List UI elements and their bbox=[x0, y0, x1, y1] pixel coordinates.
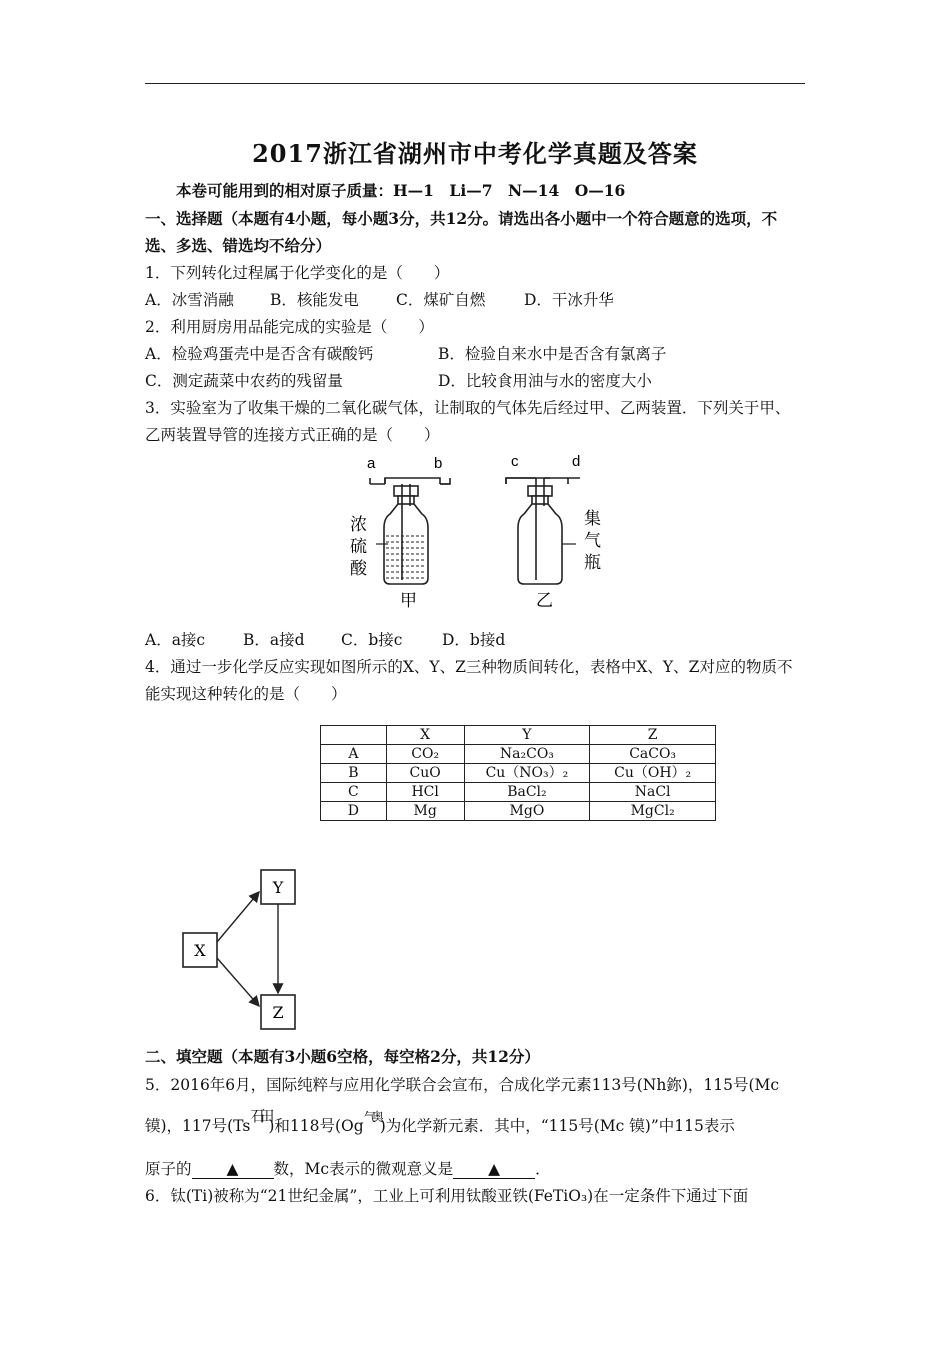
table-cell: Mg bbox=[386, 802, 464, 821]
table-row bbox=[321, 783, 716, 802]
q1-option-c: C．煤矿自燃 bbox=[396, 291, 486, 309]
node-z-label: Z bbox=[272, 1003, 284, 1022]
table-cell: Y bbox=[464, 726, 590, 745]
tube-label-c: c bbox=[511, 453, 519, 470]
table-cell: Cu（NO₃）₂ bbox=[464, 764, 590, 783]
q3-stem-line1: 3．实验室为了收集干燥的二氧化碳气体，让制取的气体先后经过甲、乙两装置．下列关于甲、 bbox=[145, 399, 791, 417]
q5-line3-part3: ． bbox=[535, 1160, 551, 1178]
table-cell: MgCl₂ bbox=[590, 802, 716, 821]
apparatus-jia-name: 甲 bbox=[400, 591, 417, 611]
header-rule bbox=[145, 83, 805, 84]
node-x-label: X bbox=[194, 941, 206, 960]
q2-option-a: A．检验鸡蛋壳中是否含有碳酸钙 bbox=[145, 345, 374, 363]
tube-label-d: d bbox=[572, 453, 581, 470]
section2-heading: 二、填空题（本题有3小题6空格，每空格2分，共12分） bbox=[145, 1047, 540, 1066]
table-row bbox=[321, 802, 716, 821]
q5-line1: 5．2016年6月，国际纯粹与应用化学联合会宣布，合成化学元素113号(Nh鉨)，115号(Mc bbox=[145, 1076, 780, 1094]
q4-stem-line2: 能实现这种转化的是（ ） bbox=[145, 685, 347, 703]
q3-stem-line2: 乙两装置导管的连接方式正确的是（ ） bbox=[145, 426, 440, 444]
section1-heading-line2: 选、多选、错选均不给分） bbox=[145, 236, 332, 255]
liquid-label-1: 浓 bbox=[350, 515, 367, 535]
liquid-label-3: 酸 bbox=[350, 559, 367, 579]
q2-option-c: C．测定蔬菜中农药的残留量 bbox=[145, 372, 343, 390]
table-cell: B bbox=[321, 764, 387, 783]
q3-option-a: A．a接c bbox=[145, 631, 206, 649]
q2-options-row2 bbox=[145, 369, 652, 391]
answer-blank-1[interactable]: ▲ bbox=[192, 1160, 274, 1179]
q2-options-row1 bbox=[145, 342, 666, 364]
q1-option-a: A．冰雪消融 bbox=[145, 291, 234, 309]
q5-line3 bbox=[145, 1157, 551, 1179]
q3-option-b: B．a接d bbox=[243, 631, 305, 649]
bottle-label-2: 气 bbox=[584, 531, 601, 551]
table-cell: NaCl bbox=[590, 783, 716, 802]
bottle-label-3: 瓶 bbox=[584, 553, 601, 573]
q1-options bbox=[145, 288, 614, 310]
q5-line2-part3: )为化学新元素．其中，“115号(Mc 镆)”中115表示 bbox=[379, 1117, 735, 1135]
q1-option-d: D．干冰升华 bbox=[524, 291, 614, 309]
liquid-label-2: 硫 bbox=[350, 537, 367, 557]
q5-line2-part1: 镆)，117号(Ts bbox=[145, 1117, 251, 1135]
q2-option-b: B．检验自来水中是否含有氯离子 bbox=[438, 345, 667, 363]
tube-label-a: a bbox=[367, 455, 376, 472]
q3-options bbox=[145, 628, 505, 650]
section1-heading-line1: 一、选择题（本题有4小题，每小题3分，共12分。请选出各小题中一个符合题意的选项，不 bbox=[145, 209, 778, 228]
table-cell: BaCl₂ bbox=[464, 783, 590, 802]
table-cell: MgO bbox=[464, 802, 590, 821]
element-char-og: 气奥 bbox=[363, 1110, 380, 1124]
q5-line3-part2: 数，Mc表示的微观意义是 bbox=[273, 1160, 454, 1178]
table-cell: X bbox=[386, 726, 464, 745]
table-cell: Z bbox=[590, 726, 716, 745]
q4-substance-table bbox=[320, 725, 716, 821]
table-cell: Na₂CO₃ bbox=[464, 745, 590, 764]
table-cell: HCl bbox=[386, 783, 464, 802]
table-cell: CuO bbox=[386, 764, 464, 783]
bottle-label-1: 集 bbox=[584, 509, 601, 529]
page-title: 2017浙江省湖州市中考化学真题及答案 bbox=[252, 139, 698, 168]
table-row bbox=[321, 745, 716, 764]
apparatus-yi-name: 乙 bbox=[536, 591, 553, 611]
q1-option-b: B．核能发电 bbox=[270, 291, 359, 309]
table-cell: CaCO₃ bbox=[590, 745, 716, 764]
q2-option-d: D．比较食用油与水的密度大小 bbox=[438, 372, 652, 390]
q5-line3-part1: 原子的 bbox=[145, 1160, 192, 1178]
table-cell: Cu（OH）₂ bbox=[590, 764, 716, 783]
table-cell: A bbox=[321, 745, 387, 764]
table-cell: D bbox=[321, 802, 387, 821]
element-char-ts: 石田 bbox=[250, 1107, 269, 1125]
q5-line2 bbox=[145, 1107, 735, 1136]
q3-option-d: D．b接d bbox=[442, 631, 506, 649]
q3-apparatus-figure bbox=[340, 448, 620, 618]
table-cell: CO₂ bbox=[386, 745, 464, 764]
q3-option-c: C．b接c bbox=[341, 631, 403, 649]
q4-conversion-diagram bbox=[175, 862, 310, 1037]
table-header-row bbox=[321, 726, 716, 745]
answer-blank-2[interactable]: ▲ bbox=[453, 1160, 535, 1179]
table-cell bbox=[321, 726, 387, 745]
table-cell: C bbox=[321, 783, 387, 802]
q6-line1: 6．钛(Ti)被称为“21世纪金属”，工业上可利用钛酸亚铁(FeTiO₃)在一定条件下通过下面 bbox=[145, 1187, 749, 1205]
table-row bbox=[321, 764, 716, 783]
q2-stem: 2．利用厨房用品能完成的实验是（ ） bbox=[145, 318, 434, 336]
node-y-label: Y bbox=[272, 878, 284, 897]
q5-line2-part2: )和118号(Og bbox=[268, 1117, 364, 1135]
tube-label-b: b bbox=[434, 455, 443, 472]
atomic-mass-note: 本卷可能用到的相对原子质量：H—1 Li—7 N—14 O—16 bbox=[176, 181, 626, 200]
q4-stem-line1: 4．通过一步化学反应实现如图所示的X、Y、Z三种物质间转化，表格中X、Y、Z对应的物质不 bbox=[145, 658, 793, 676]
q1-stem: 1．下列转化过程属于化学变化的是（ ） bbox=[145, 264, 450, 282]
